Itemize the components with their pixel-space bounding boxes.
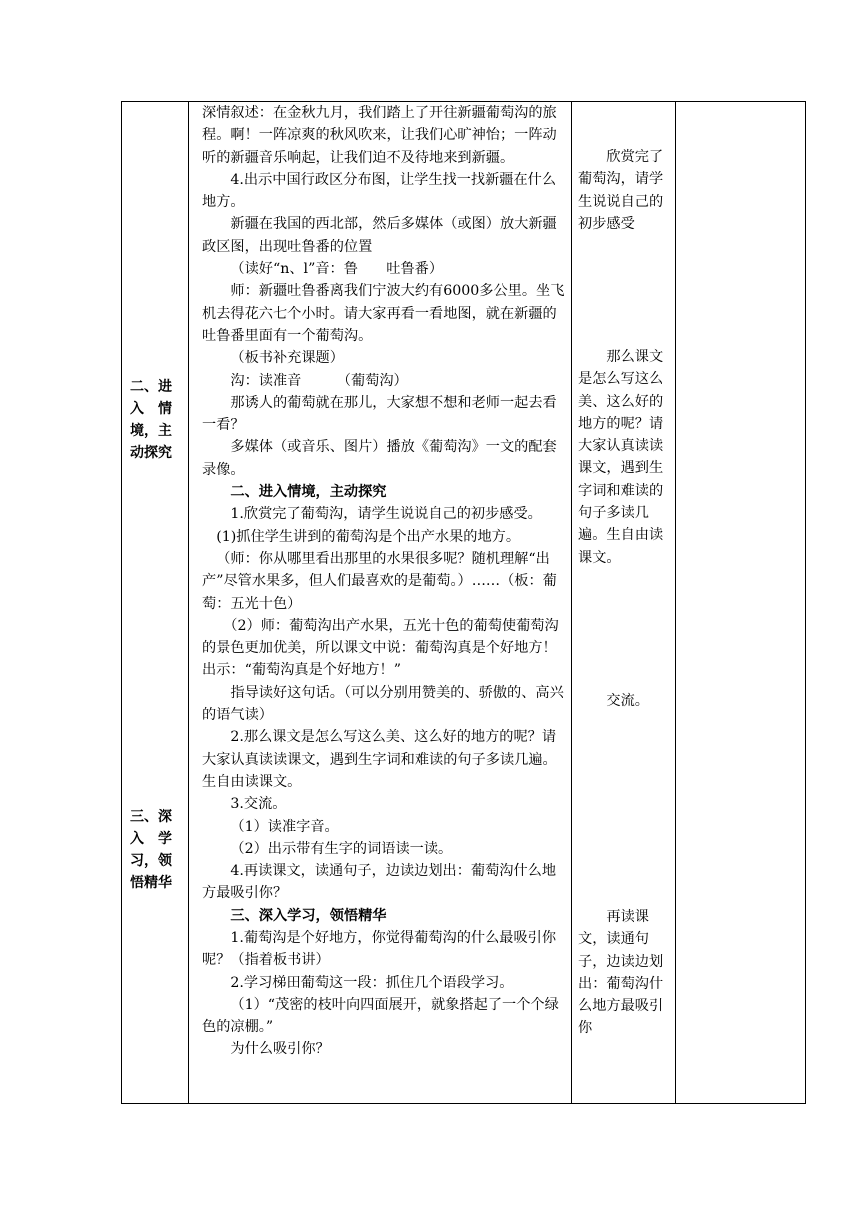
stage-label-line: 习，领 (130, 853, 172, 869)
side-note-1 (578, 146, 676, 235)
side-note-4 (578, 906, 676, 1040)
section-heading: 二、进入情境，主动探究 (230, 484, 387, 501)
column-divider (188, 102, 189, 1103)
stage-label-line: 入 情 (130, 401, 172, 417)
paragraph: 2.学习梯田葡萄这一段：抓住几个语段学习。 (230, 974, 514, 991)
paragraph: （板书补充课题） (230, 350, 344, 367)
side-note-text: 那么课文是怎么写这么美、这么好的地方的呢？请大家认真读读课文，遇到生字词和难读的句子多读几遍。生自由读课文。 (578, 349, 664, 566)
paragraph: （师：你从哪里看出那里的水果很多呢？随机理解“出产”尽管水果多，但人们最喜欢的是葡萄。）……（板：葡萄：五光十色） (202, 550, 557, 612)
side-note-2 (578, 346, 676, 569)
paragraph: （1）读准字音。 (230, 818, 339, 835)
paragraph: （2）出示带有生字的词语读一读。 (230, 840, 453, 857)
side-note-text: 欣赏完了葡萄沟，请学生说说自己的初步感受 (578, 149, 664, 232)
column-divider (571, 102, 572, 1103)
side-note-text: 交流。 (606, 693, 649, 709)
paragraph: 1.葡萄沟是个好地方，你觉得葡萄沟的什么最吸引你呢？（指着板书讲） (202, 929, 557, 969)
paragraph: 1.欣赏完了葡萄沟，请学生说说自己的初步感受。 (230, 506, 542, 523)
paragraph: 4.出示中国行政区分布图，让学生找一找新疆在什么地方。 (202, 171, 557, 211)
stage-label-line: 动探究 (130, 445, 172, 461)
paragraph: （1）“茂密的枝叶向四面展开，就象搭起了一个个绿色的凉棚。” (202, 996, 559, 1036)
paragraph: 指导读好这句话。（可以分别用赞美的、骄傲的、高兴的语气读） (202, 684, 564, 724)
section-heading: 三、深入学习，领悟精华 (230, 907, 387, 924)
paragraph: 师：新疆吐鲁番离我们宁波大约有6000多公里。坐飞机去得花六七个小时。请大家再看一看地图，就在新疆的吐鲁番里面有一个葡萄沟。 (202, 283, 565, 344)
paragraph: 3.交流。 (230, 796, 287, 813)
paragraph: 4.再读课文，读通句子，边读边划出：葡萄沟什么地方最吸引你？ (202, 863, 557, 902)
paragraph: 深情叙述：在金秋九月，我们踏上了开往新疆葡萄沟的旅程。啊！一阵凉爽的秋风吹来，让我们心旷神怡；一阵动听的新疆音乐响起，让我们迫不及待地来到新疆。 (202, 105, 557, 166)
paragraph: （读好“n、l”音：鲁 吐鲁番） (230, 261, 444, 278)
lesson-table (121, 101, 806, 1104)
stage-label-line: 三、深 (130, 809, 172, 825)
side-note-text: 再读课文，读通句子，边读边划出：葡萄沟什么地方最吸引你 (578, 909, 664, 1037)
paragraph: 新疆在我国的西北部，然后多媒体（或图）放大新疆政区图，出现吐鲁番的位置 (202, 216, 557, 255)
paragraph: 多媒体（或音乐、图片）播放《葡萄沟》一文的配套录像。 (202, 439, 557, 478)
stage-label-2 (130, 376, 184, 464)
side-note-3 (578, 690, 676, 712)
stage-label-line: 境，主 (130, 423, 172, 439)
stage-label-line: 悟精华 (130, 875, 172, 891)
paragraph: 沟：读准音 （葡萄沟） (230, 372, 408, 389)
paragraph: 那诱人的葡萄就在那儿，大家想不想和老师一起去看一看？ (202, 394, 557, 434)
lesson-content (198, 102, 571, 1061)
stage-label-3 (130, 806, 184, 894)
stage-label-line: 入 学 (130, 831, 172, 847)
paragraph: 2.那么课文是怎么写这么美、这么好的地方的呢？请大家认真读读课文，遇到生字词和难读的句子多读几遍。生自由读课文。 (202, 729, 557, 790)
paragraph: （2）师：葡萄沟出产水果，五光十色的葡萄使葡萄沟的景色更加优美，所以课文中说：葡萄沟真是个好地方！出示：“葡萄沟真是个好地方！” (202, 617, 559, 679)
paragraph: 为什么吸引你？ (230, 1041, 330, 1058)
stage-label-line: 二、进 (130, 379, 172, 395)
paragraph: (1)抓住学生讲到的葡萄沟是个出产水果的地方。 (216, 528, 521, 545)
